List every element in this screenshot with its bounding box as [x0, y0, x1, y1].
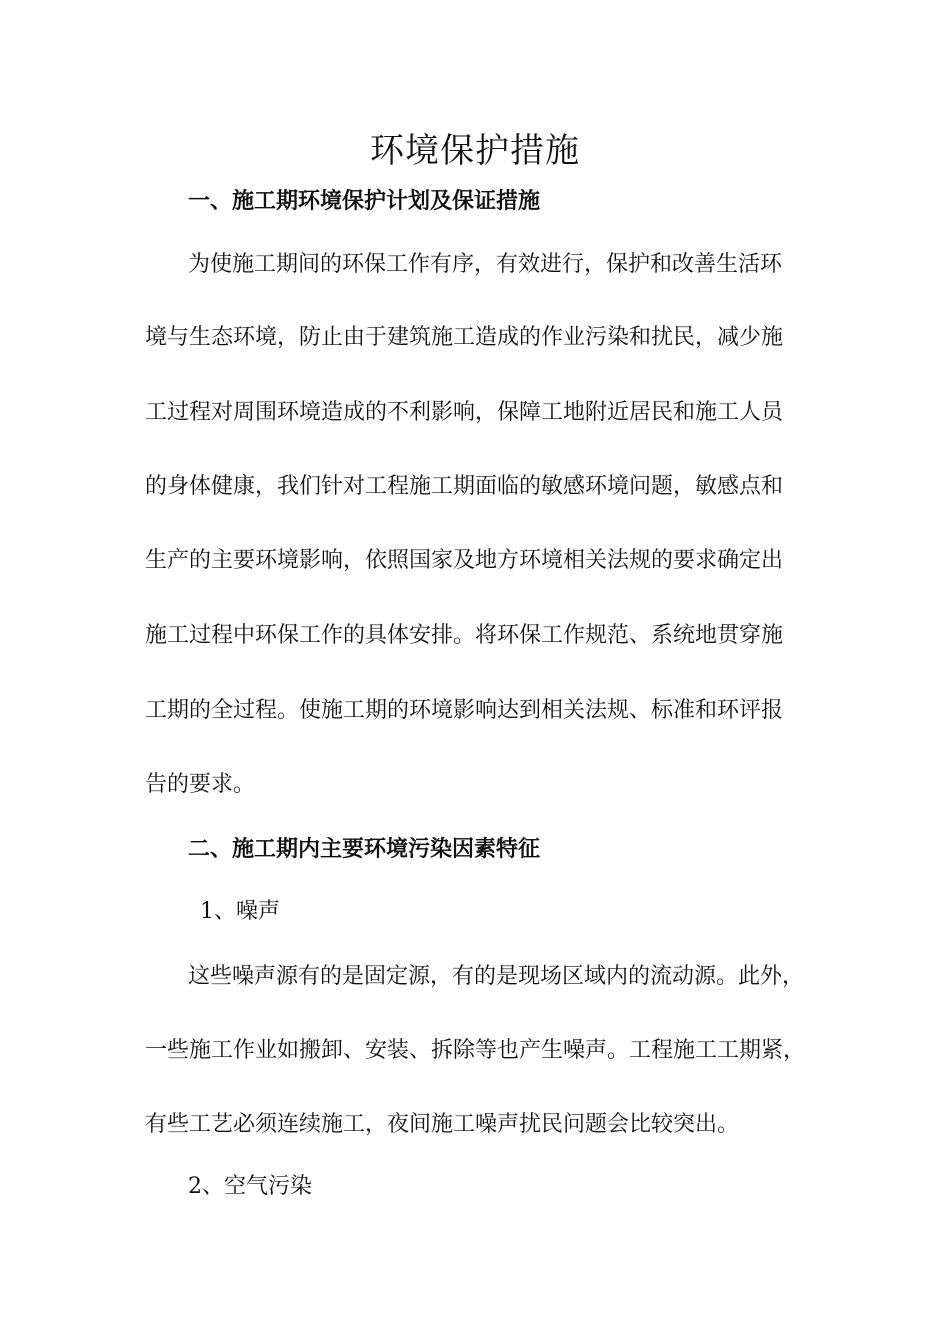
section-1-paragraph-line: 施工过程中环保工作的具体安排。将环保工作规范、系统地贯穿施	[145, 623, 784, 648]
section-1-paragraph-line: 境与生态环境，防止由于建筑施工造成的作业污染和扰民，减少施	[145, 325, 784, 350]
noise-paragraph-line: 这些噪声源有的是固定源，有的是现场区域内的流动源。此外，	[188, 964, 805, 989]
noise-paragraph-line: 一些施工作业如搬卸、安装、拆除等也产生噪声。工程施工工期紧，	[145, 1038, 806, 1063]
section-1-paragraph-line: 生产的主要环境影响，依照国家及地方环境相关法规的要求确定出	[145, 548, 784, 573]
subsection-noise-heading: 1、噪声	[200, 899, 280, 924]
noise-paragraph-line: 有些工艺必须连续施工，夜间施工噪声扰民问题会比较突出。	[145, 1112, 740, 1137]
section-1-paragraph-line: 工期的全过程。使施工期的环境影响达到相关法规、标准和环评报	[145, 698, 784, 723]
section-1-heading: 一、施工期环境保护计划及保证措施	[188, 188, 541, 214]
section-1-paragraph-line: 工过程对周围环境造成的不利影响，保障工地附近居民和施工人员	[145, 400, 784, 425]
subsection-air-pollution-heading: 2、空气污染	[188, 1174, 312, 1199]
section-1-paragraph-line: 告的要求。	[145, 772, 256, 797]
section-1-paragraph-line: 的身体健康，我们针对工程施工期面临的敏感环境问题，敏感点和	[145, 474, 784, 499]
document-title: 环境保护措施	[370, 131, 580, 171]
section-1-paragraph-line: 为使施工期间的环保工作有序，有效进行，保护和改善生活环	[188, 252, 783, 277]
section-2-heading: 二、施工期内主要环境污染因素特征	[188, 836, 541, 862]
